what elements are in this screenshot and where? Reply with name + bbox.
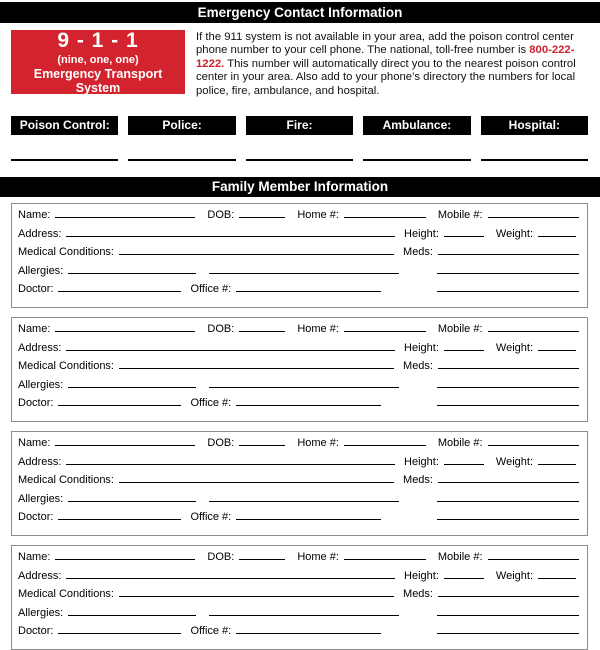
mobile-phone-fill-line [488,215,579,218]
home-phone-label: Home #: [297,209,339,222]
name-label: Name: [18,550,51,563]
member-row-allergies [18,493,579,512]
nine-one-one-number: 9 - 1 - 1 [57,29,139,52]
contact-fill-lines-row [11,159,588,161]
member-row-doctor [18,625,579,644]
allergies-label: Allergies: [18,378,64,391]
mobile-phone-label: Mobile #: [437,209,483,222]
dob-label: DOB: [207,323,235,335]
hospital-fill-line [481,159,588,161]
weight-label: Weight: [495,455,533,468]
contact-label-fire: Fire: [246,116,353,135]
doctor-label: Doctor: [18,283,54,296]
family-member-block [11,203,588,308]
allergies-label: Allergies: [18,492,64,505]
office-phone-label: Office #: [190,283,232,296]
member-row-doctor [18,283,579,302]
home-phone-fill-line [344,443,426,446]
weight-fill-line [538,462,576,465]
address-label: Address: [18,455,62,468]
allergies-continuation-line [209,385,399,388]
meds-label: Meds: [403,474,433,487]
meds-fill-line [438,594,579,597]
name-fill-line [55,557,195,560]
doctor-label: Doctor: [18,625,54,638]
dob-fill-line [239,443,285,446]
contact-label-ambulance: Ambulance: [363,116,470,135]
member-row-address [18,456,579,475]
meds-continuation-line-2 [437,403,579,406]
ambulance-fill-line [363,159,470,161]
office-phone-label: Office #: [190,397,232,410]
family-member-blocks [11,203,588,650]
intro-text-before: If the 911 system is not available in your area, add the poison control center phone number to your cell phone. The national, toll-free number is [196,31,574,57]
home-phone-label: Home #: [297,436,339,449]
contact-label-police: Police: [128,116,235,135]
contact-label-poison-control: Poison Control: [11,116,118,135]
dob-label: DOB: [207,550,235,563]
allergies-fill-line [68,271,196,274]
height-label: Height: [404,341,439,354]
nine-one-one-caption: Emergency Transport System [33,67,163,95]
member-row-name [18,323,579,342]
family-member-block [11,431,588,536]
name-label: Name: [18,323,51,335]
nine-one-one-badge [11,30,185,94]
meds-fill-line [438,252,579,255]
doctor-fill-line [58,289,181,292]
home-phone-fill-line [344,329,426,332]
intro-section [11,30,590,98]
fire-fill-line [246,159,353,161]
meds-continuation-line [437,271,579,274]
contact-label-hospital: Hospital: [481,116,588,135]
intro-paragraph [196,30,590,98]
height-fill-line [444,348,484,351]
meds-continuation-line-2 [437,631,579,634]
member-row-allergies [18,379,579,398]
emergency-contact-title: Emergency Contact Information [197,5,403,20]
name-fill-line [55,329,195,332]
meds-fill-line [438,366,579,369]
mobile-phone-fill-line [488,443,579,446]
address-fill-line [66,462,395,465]
dob-label: DOB: [207,436,235,449]
name-fill-line [55,443,195,446]
member-row-name [18,209,579,228]
doctor-label: Doctor: [18,397,54,410]
mobile-phone-label: Mobile #: [437,550,483,563]
medical-conditions-fill-line [119,594,394,597]
allergies-fill-line [68,613,196,616]
weight-fill-line [538,576,576,579]
home-phone-fill-line [344,215,426,218]
home-phone-label: Home #: [297,323,339,335]
height-fill-line [444,576,484,579]
meds-continuation-line-2 [437,517,579,520]
meds-continuation-line-2 [437,289,579,292]
height-label: Height: [404,227,439,240]
meds-label: Meds: [403,360,433,373]
meds-fill-line [438,480,579,483]
meds-label: Meds: [403,588,433,601]
allergies-fill-line [68,385,196,388]
member-row-address [18,228,579,247]
mobile-phone-label: Mobile #: [437,323,483,335]
meds-label: Meds: [403,246,433,259]
member-row-allergies [18,265,579,284]
medical-conditions-fill-line [119,480,394,483]
nine-one-one-pronunciation: (nine, one, one) [57,54,139,66]
member-row-medical [18,246,579,265]
member-row-doctor [18,511,579,530]
poison-control-fill-line [11,159,118,161]
allergies-fill-line [68,499,196,502]
intro-text-after: This number will automatically direct you to the nearest poison control center in your area. Also add to your phone’s directory the numbers for local police, fire, ambulance, and hospital. [196,57,576,97]
medical-conditions-label: Medical Conditions: [18,474,114,487]
name-fill-line [55,215,195,218]
dob-fill-line [239,215,285,218]
family-member-block [11,545,588,650]
contact-labels-row [11,116,588,135]
office-phone-fill-line [236,517,381,520]
height-label: Height: [404,569,439,582]
height-label: Height: [404,455,439,468]
weight-label: Weight: [495,227,533,240]
member-row-address [18,342,579,361]
office-phone-fill-line [236,403,381,406]
weight-label: Weight: [495,341,533,354]
home-phone-fill-line [344,557,426,560]
mobile-phone-label: Mobile #: [437,436,483,449]
meds-continuation-line [437,385,579,388]
address-fill-line [66,576,395,579]
dob-fill-line [239,557,285,560]
allergies-continuation-line [209,499,399,502]
family-member-title: Family Member Information [211,179,389,195]
member-row-doctor [18,397,579,416]
name-label: Name: [18,436,51,449]
address-label: Address: [18,227,62,240]
address-fill-line [66,348,395,351]
weight-fill-line [538,234,576,237]
family-member-block [11,317,588,422]
medical-conditions-fill-line [119,366,394,369]
member-row-name [18,551,579,570]
mobile-phone-fill-line [488,557,579,560]
emergency-contact-header [0,2,600,23]
height-fill-line [444,234,484,237]
doctor-fill-line [58,517,181,520]
address-label: Address: [18,341,62,354]
meds-continuation-line [437,499,579,502]
family-member-header [0,177,600,197]
police-fill-line [128,159,235,161]
doctor-fill-line [58,403,181,406]
doctor-label: Doctor: [18,511,54,524]
allergies-continuation-line [209,613,399,616]
medical-conditions-label: Medical Conditions: [18,360,114,373]
name-label: Name: [18,209,51,222]
office-phone-fill-line [236,631,381,634]
office-phone-label: Office #: [190,625,232,638]
office-phone-label: Office #: [190,511,232,524]
meds-continuation-line [437,613,579,616]
weight-fill-line [538,348,576,351]
medical-conditions-label: Medical Conditions: [18,588,114,601]
member-row-medical [18,474,579,493]
allergies-continuation-line [209,271,399,274]
member-row-address [18,570,579,589]
medical-conditions-fill-line [119,252,394,255]
member-row-medical [18,588,579,607]
dob-fill-line [239,329,285,332]
office-phone-fill-line [236,289,381,292]
medical-conditions-label: Medical Conditions: [18,246,114,259]
address-fill-line [66,234,395,237]
dob-label: DOB: [207,209,235,222]
doctor-fill-line [58,631,181,634]
member-row-name [18,437,579,456]
height-fill-line [444,462,484,465]
member-row-medical [18,360,579,379]
mobile-phone-fill-line [488,329,579,332]
allergies-label: Allergies: [18,264,64,277]
address-label: Address: [18,569,62,582]
allergies-label: Allergies: [18,606,64,619]
weight-label: Weight: [495,569,533,582]
poison-control-phone-number: 800-222-1222. [196,44,575,70]
home-phone-label: Home #: [297,550,339,563]
